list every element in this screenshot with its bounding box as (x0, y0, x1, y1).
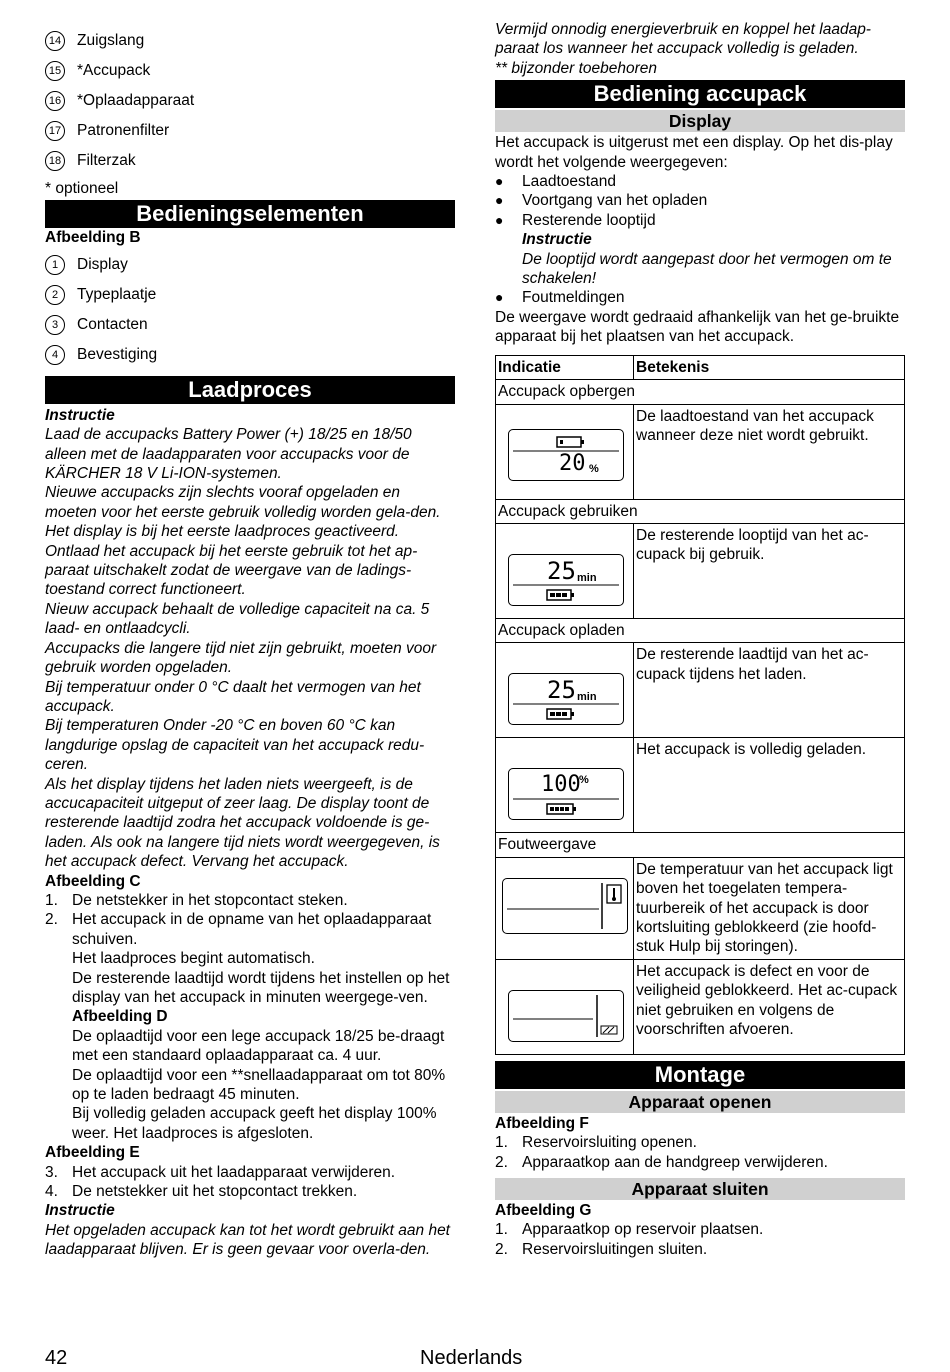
step-item: 2. Het accupack in de opname van het oplaadapparaat schuiven. (45, 910, 455, 949)
lcd-screen (508, 673, 624, 725)
instruction-label: Instructie (522, 231, 592, 249)
display-value: 20 (559, 450, 586, 476)
table-section: Accupack opladen (496, 618, 905, 642)
subsection-heading: Apparaat openen (495, 1091, 905, 1113)
figure-label: Afbeelding C (45, 872, 141, 890)
display-indicator (498, 645, 631, 735)
lcd-screen (508, 429, 624, 481)
item-label: Typeplaatje (77, 286, 157, 304)
item-number: 4 (45, 345, 65, 365)
list-item (45, 26, 455, 56)
display-unit: % (579, 774, 589, 787)
step-item: 4. De netstekker uit het stopcontact trekken. (45, 1183, 358, 1201)
section-heading: Bediening accupack (495, 80, 905, 108)
item-number: 18 (45, 151, 65, 171)
item-label: *Oplaadapparaat (77, 92, 195, 110)
outro-text: De weergave wordt gedraaid afhankelijk van het ge-bruikte apparaat bij het plaatsen van het accupack. (495, 308, 900, 346)
table-row (496, 857, 905, 959)
instruction-text: Laad de accupacks Battery Power (+) 18/25 en 18/50 alleen met de laadapparaten voor accupacks voor de KÄRCHER 18 V Li-ION-systemen. (45, 426, 412, 483)
step-note: De resterende laadtijd wordt tijdens het instellen op het display van het accupack in minuten weergege-ven. (72, 969, 450, 1006)
figure-label: Afbeelding E (45, 1144, 140, 1162)
intro-text: Het accupack is uitgerust met een display. Op het dis-play wordt het volgende weergegeven: (495, 134, 893, 171)
table-section: Accupack opbergen (496, 380, 905, 404)
step-note: De oplaadtijd voor een lege accupack 18/25 be-draagt met een standaard oplaadapparaat ca. 4 uur. (72, 1027, 445, 1065)
instruction-text: Nieuwe accupacks zijn slechts vooraf opgeladen en moeten voor het eerste gebruik volledig worden gela-den. (45, 484, 441, 521)
step-item: 2. Apparaatkop aan de handgreep verwijderen. (495, 1153, 828, 1171)
item-number: 17 (45, 121, 65, 141)
table-cell: De resterende looptijd van het ac-cupack bij gebruik. (634, 523, 905, 618)
table-header: Betekenis (634, 355, 905, 379)
step-item: 1. Apparaatkop op reservoir plaatsen. (495, 1221, 764, 1239)
bullet-text: Foutmeldingen (522, 289, 625, 307)
table-row (496, 523, 905, 618)
step-note: De oplaadtijd voor een **snellaadapparaat om tot 80% op te laden bedraagt 45 minuten. (72, 1066, 446, 1104)
table-section-row (496, 833, 905, 857)
list-item (45, 56, 455, 86)
section-heading: Bedieningselementen (45, 200, 455, 228)
page-number: 42 (45, 1347, 68, 1369)
bullet-item: ● Resterende looptijd (495, 211, 656, 229)
display-indicator (498, 407, 631, 497)
step-note: Bij volledig geladen accupack geeft het display 100% weer. Het laadproces is afgesloten. (72, 1105, 437, 1142)
display-indicator (498, 740, 631, 830)
table-cell: De laadtoestand van het accupack wanneer deze niet wordt gebruikt. (634, 404, 905, 499)
indicator-table (495, 355, 905, 1055)
figure-label: Afbeelding D (72, 1008, 168, 1026)
figure-label: Afbeelding B (45, 229, 141, 247)
display-indicator (498, 860, 631, 950)
bullet-item: ● Foutmeldingen (495, 289, 625, 307)
subsection-heading: Apparaat sluiten (495, 1178, 905, 1200)
item-number: 1 (45, 255, 65, 275)
left-column (45, 0, 455, 1260)
controls-list (45, 250, 455, 370)
table-cell: De temperatuur van het accupack ligt boven het toegelaten tempera-tuurbereik of het accupack is door kortsluiting geblokkeerd (zie hoofd-stuk Hulp bij storingen). (634, 857, 905, 959)
step-text: De netstekker in het stopcontact steken. (72, 891, 348, 909)
lcd-screen (508, 554, 624, 606)
instruction-text: Het display is bij het eerste laadproces geactiveerd. Ontlaad het accupack bij het eerste gebruik tot het ap-paraat uitschakelt zodat de weergave van de ladings-toestand correct functioneert. (45, 523, 418, 599)
list-item (45, 340, 455, 370)
section-heading: Montage (495, 1061, 905, 1089)
parts-list (45, 26, 455, 176)
list-item (45, 250, 455, 280)
list-item (45, 310, 455, 340)
battery-defect-icon (509, 991, 623, 1041)
step-item: 2. Reservoirsluitingen sluiten. (495, 1240, 708, 1258)
step-note: Het laadproces begint automatisch. (72, 950, 315, 968)
figure-label: Afbeelding F (495, 1114, 589, 1132)
step-text: Apparaatkop op reservoir plaatsen. (522, 1221, 764, 1239)
list-item (45, 86, 455, 116)
instruction-label: Instructie (45, 1202, 115, 1220)
display-indicator (498, 962, 631, 1052)
lcd-screen (508, 768, 624, 820)
item-number: 3 (45, 315, 65, 335)
table-row (496, 738, 905, 833)
item-label: Bevestiging (77, 346, 158, 364)
energy-note: Vermijd onnodig energieverbruik en koppel het laadap-paraat los wanneer het accupack volledig is geladen. (495, 21, 871, 58)
table-section: Foutweergave (496, 833, 905, 857)
instruction-text: Accupacks die langere tijd niet zijn gebruikt, moeten voor gebruik worden opgeladen. (45, 639, 437, 677)
right-column (495, 0, 905, 1259)
bullet-text: Laadtoestand (522, 173, 616, 191)
display-value: 100 (541, 772, 581, 798)
bullet-item: ● Voortgang van het opladen (495, 192, 708, 210)
table-row (496, 959, 905, 1054)
bullet-text: Resterende looptijd (522, 211, 656, 229)
table-row (496, 404, 905, 499)
table-cell: Het accupack is volledig geladen. (634, 738, 905, 833)
instruction-label: Instructie (45, 406, 115, 424)
step-text: Het accupack uit het laadapparaat verwijderen. (72, 1163, 396, 1181)
table-section-row (496, 618, 905, 642)
section-heading: Laadproces (45, 376, 455, 404)
item-label: Display (77, 256, 128, 274)
item-number: 15 (45, 61, 65, 81)
footer-language: Nederlands (420, 1347, 523, 1369)
thermometer-icon (503, 879, 627, 933)
accessory-note: ** bijzonder toebehoren (495, 59, 658, 77)
display-value: 25 (547, 676, 576, 705)
step-text: Reservoirsluiting openen. (522, 1134, 697, 1152)
list-item (45, 116, 455, 146)
display-unit: min (577, 691, 597, 704)
table-cell: Het accupack is defect en voor de veiligheid geblokkeerd. Het ac-cupack niet gebruiken en volgens de voorschriften afvoeren. (634, 959, 905, 1054)
bullet-item: ● Laadtoestand (495, 173, 616, 191)
table-section-row (496, 380, 905, 404)
display-unit: % (589, 462, 599, 475)
instruction-text: Nieuw accupack behaalt de volledige capaciteit na ca. 5 laad- en ontlaadcycli. (45, 600, 430, 638)
display-unit: min (577, 571, 597, 584)
subsection-heading: Display (495, 110, 905, 132)
item-number: 16 (45, 91, 65, 111)
instruction-text: Bij temperaturen Onder -20 °C en boven 60 °C kan langdurige opslag de capaciteit van het accupack redu-ceren. (45, 717, 425, 774)
step-text: Apparaatkop aan de handgreep verwijderen. (522, 1153, 828, 1171)
table-section-row (496, 499, 905, 523)
item-number: 14 (45, 31, 65, 51)
step-item: 1. De netstekker in het stopcontact steken. (45, 891, 348, 909)
table-row (496, 643, 905, 738)
instruction-text: De looptijd wordt aangepast door het vermogen om te schakelen! (522, 250, 892, 288)
item-label: *Accupack (77, 62, 151, 80)
table-section: Accupack gebruiken (496, 499, 905, 523)
display-value: 25 (547, 556, 576, 585)
step-text: Reservoirsluitingen sluiten. (522, 1240, 708, 1258)
step-item: 1. Reservoirsluiting openen. (495, 1134, 697, 1152)
item-label: Filterzak (77, 152, 136, 170)
item-label: Zuigslang (77, 32, 145, 50)
item-label: Patronenfilter (77, 122, 170, 140)
item-number: 2 (45, 285, 65, 305)
display-indicator (498, 526, 631, 616)
list-item (45, 280, 455, 310)
step-text: Het accupack in de opname van het oplaadapparaat schuiven. (72, 911, 432, 948)
table-cell: De resterende laadtijd van het ac-cupack tijdens het laden. (634, 643, 905, 738)
instruction-text: Bij temperatuur onder 0 °C daalt het vermogen van het accupack. (45, 678, 421, 715)
figure-label: Afbeelding G (495, 1201, 592, 1219)
table-header-row (496, 355, 905, 379)
item-label: Contacten (77, 316, 148, 334)
instruction-text: Als het display tijdens het laden niets weergeeft, is de accucapaciteit uitgeput of zeer laag. De display toont de resterende laadtijd zodra het accupack voldoende is ge-laden. Als ook na langere tijd niets wordt weergegeven, is het accupack defect. Vervang het accupack. (45, 775, 440, 871)
lcd-screen (508, 990, 624, 1042)
lcd-screen (502, 878, 628, 934)
table-header: Indicatie (496, 355, 634, 379)
optional-note: * optioneel (45, 180, 119, 197)
list-item (45, 146, 455, 176)
bullet-text: Voortgang van het opladen (522, 192, 708, 210)
step-text: De netstekker uit het stopcontact trekken. (72, 1183, 358, 1201)
instruction-text: Het opgeladen accupack kan tot het wordt gebruikt aan het laadapparaat blijven. Er is geen gevaar voor overla-den. (45, 1221, 450, 1259)
step-item: 3. Het accupack uit het laadapparaat verwijderen. (45, 1163, 396, 1181)
